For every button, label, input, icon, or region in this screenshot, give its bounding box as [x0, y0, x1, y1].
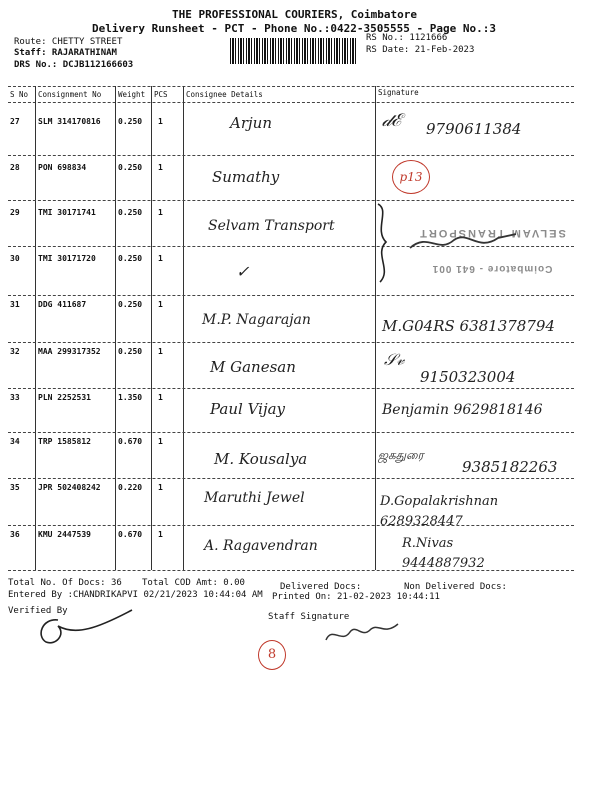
row-rule	[8, 432, 574, 433]
total-docs: Total No. Of Docs: 36	[8, 578, 122, 588]
header-bottom-rule	[8, 102, 574, 103]
col-signature: Signature	[378, 88, 419, 97]
row-pcs: 1	[158, 437, 163, 446]
row-weight: 0.220	[118, 483, 143, 492]
delivered-docs: Delivered Docs:	[280, 582, 362, 592]
col-separator	[151, 86, 152, 570]
row-weight: 0.250	[118, 347, 143, 356]
signature-scribble: 𝒮𝓋	[384, 350, 405, 369]
row-sno: 30	[10, 254, 20, 263]
col-separator	[35, 86, 36, 570]
row-weight: 0.670	[118, 437, 143, 446]
row-sno: 35	[10, 483, 20, 492]
row-sno: 32	[10, 347, 20, 356]
non-delivered-docs: Non Delivered Docs:	[404, 582, 507, 592]
staff-label: Staff: RAJARATHINAM	[14, 48, 117, 58]
row-consignee: Selvam Transport	[208, 218, 335, 234]
col-pcs: PCS	[154, 90, 168, 99]
row-consignee: Sumathy	[212, 168, 280, 186]
row-consignee: Paul Vijay	[210, 400, 286, 418]
stamp-line-2: SELVAM TRANSPORT	[418, 227, 566, 239]
stamp-signature	[408, 230, 518, 260]
rs-date: RS Date: 21-Feb-2023	[366, 45, 475, 55]
col-sno: S No	[10, 90, 29, 99]
row-rule	[8, 155, 574, 156]
circled-page-count: 8	[258, 640, 286, 670]
row-signature: 9790611384	[426, 120, 522, 138]
barcode	[230, 38, 356, 64]
row-rule	[8, 342, 574, 343]
company-title: THE PROFESSIONAL COURIERS, Coimbatore	[172, 8, 418, 21]
entered-by: Entered By :CHANDRIKAPVI 02/21/2023 10:44:04 AM	[8, 590, 263, 600]
row-weight: 0.250	[118, 208, 143, 217]
circled-annotation: p13	[392, 160, 430, 194]
row-signature: Benjamin 9629818146	[382, 402, 543, 418]
col-separator	[115, 86, 116, 570]
row-consignment-no: PLN 2252531	[38, 393, 91, 402]
row-rule	[8, 295, 574, 296]
drs-label: DRS No.: DCJB112166603	[14, 60, 134, 70]
row-pcs: 1	[158, 393, 163, 402]
row-consignment-no: SLM 314170816	[38, 117, 101, 126]
row-rule	[8, 200, 574, 201]
row-pcs: 1	[158, 208, 163, 217]
row-pcs: 1	[158, 117, 163, 126]
row-sno: 34	[10, 437, 20, 446]
col-weight: Weight	[118, 90, 146, 99]
col-consignee: Consignee Details	[186, 90, 263, 99]
total-cod: Total COD Amt: 0.00	[142, 578, 245, 588]
row-consignee: M. Kousalya	[214, 450, 308, 468]
table-bottom-rule	[8, 570, 574, 571]
row-sno: 27	[10, 117, 20, 126]
row-signature: R.Nivas 9444887932	[402, 536, 485, 571]
row-consignment-no: KMU 2447539	[38, 530, 91, 539]
row-pcs: 1	[158, 347, 163, 356]
row-consignee: M.P. Nagarajan	[202, 312, 311, 328]
row-weight: 0.250	[118, 254, 143, 263]
rs-no: RS No.: 1121666	[366, 33, 448, 43]
staff-signature-label: Staff Signature	[268, 612, 350, 622]
brace-scribble	[372, 200, 398, 286]
row-sno: 29	[10, 208, 20, 217]
col-consignment: Consignment No	[38, 90, 102, 99]
runsheet-subtitle: Delivery Runsheet - PCT - Phone No.:0422-3505555 - Page No.:3	[92, 22, 496, 35]
row-consignment-no: TRP 1585812	[38, 437, 91, 446]
row-pcs: 1	[158, 300, 163, 309]
signature-scribble: ஜகதுரை	[378, 448, 424, 462]
row-sno: 36	[10, 530, 20, 539]
row-consignment-no: MAA 299317352	[38, 347, 101, 356]
verified-by-label: Verified By	[8, 606, 68, 616]
col-separator	[375, 86, 376, 570]
row-weight: 0.250	[118, 163, 143, 172]
row-consignee: A. Ragavendran	[204, 538, 318, 554]
row-consignee: Arjun	[230, 114, 272, 132]
row-rule	[8, 388, 574, 389]
row-consignment-no: TMI 30171720	[38, 254, 96, 263]
printed-on: Printed On: 21-02-2023 10:44:11	[272, 592, 440, 602]
row-rule	[8, 478, 574, 479]
row-pcs: 1	[158, 530, 163, 539]
row-sno: 33	[10, 393, 20, 402]
row-signature: M.G04RS 6381378794	[382, 317, 555, 335]
row-weight: 1.350	[118, 393, 143, 402]
row-consignee: M Ganesan	[210, 358, 296, 376]
verifier-signature	[28, 606, 138, 654]
row-weight: 0.250	[118, 300, 143, 309]
row-consignment-no: DDG 411687	[38, 300, 87, 309]
row-consignment-no: TMI 30171741	[38, 208, 96, 217]
row-pcs: 1	[158, 254, 163, 263]
row-rule	[8, 525, 574, 526]
row-consignment-no: JPR 502408242	[38, 483, 101, 492]
row-signature: D.Gopalakrishnan 6289328447	[380, 494, 499, 529]
header-top-rule	[8, 86, 574, 87]
staff-signature-scribble	[322, 618, 402, 652]
route-label: Route: CHETTY STREET	[14, 37, 123, 47]
row-signature: 9385182263	[462, 458, 558, 476]
row-sno: 28	[10, 163, 20, 172]
row-pcs: 1	[158, 483, 163, 492]
row-consignee: ✓	[236, 262, 250, 281]
row-pcs: 1	[158, 163, 163, 172]
col-separator	[183, 86, 184, 570]
row-consignment-no: PON 698834	[38, 163, 87, 172]
signature-scribble: 𝒹ℰ	[382, 110, 402, 131]
row-weight: 0.250	[118, 117, 143, 126]
row-sno: 31	[10, 300, 20, 309]
row-consignee: Maruthi Jewel	[204, 490, 305, 506]
row-signature: 9150323004	[420, 368, 516, 386]
stamp-line-1: Coimbatore - 641 001	[431, 263, 553, 274]
row-weight: 0.670	[118, 530, 143, 539]
